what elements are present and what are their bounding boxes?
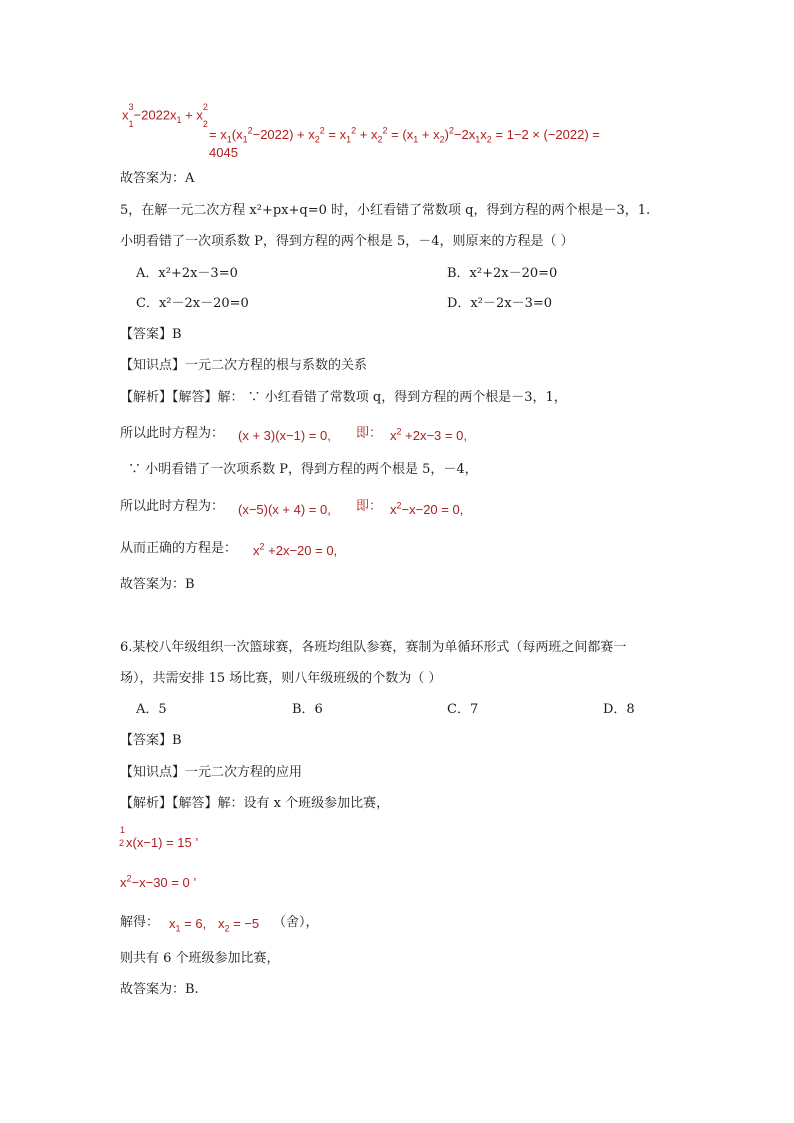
q6-equation-2: $x^2-x-30 = 0$ ’ bbox=[120, 873, 197, 890]
q5-eq3-correct: $x^2 +2x-20 = 0$, bbox=[253, 541, 338, 558]
q6-stem-line1: 6.某校八年级组织一次篮球赛，各班均组队参赛，赛制为单循环形式（每两班之间都赛一 bbox=[120, 640, 627, 655]
q5-analysis: 【解析】【解答】解： ∵ 小红看错了常数项 q，得到方程的两个根是－3，1， bbox=[120, 390, 567, 405]
q5-option-d: D．x²－2x－3=0 bbox=[447, 296, 553, 311]
q6-conclusion: 则共有 6 个班级参加比赛， bbox=[120, 951, 280, 966]
q6-option-b: B．6 bbox=[292, 702, 323, 717]
q5-final-answer: 故答案为：B bbox=[120, 577, 195, 592]
q6-answer: 【答案】B bbox=[120, 733, 182, 748]
q5-option-c: C．x²－2x－20=0 bbox=[136, 296, 249, 311]
q5-stem-line2: 小明看错了一次项系数 P，得到方程的两个根是 5，－4，则原来的方程是（ ） bbox=[120, 234, 574, 249]
q6-fraction-denominator: 2 bbox=[119, 838, 125, 848]
q5-eq2-expanded: $x^2-x-20 = 0$, bbox=[390, 500, 464, 517]
q6-fraction-numerator: 1 bbox=[120, 825, 126, 835]
q5-eq1-factored: (x + 3)(x−1) = 0, bbox=[238, 428, 331, 443]
q6-stem-line2: 场），共需安排 15 场比赛，则八年级班级的个数为（ ） bbox=[120, 671, 442, 686]
q5-eq1-expanded: $x^2 +2x-3 = 0$, bbox=[390, 426, 467, 443]
q5-option-b: B．x²+2x－20=0 bbox=[447, 266, 558, 281]
q6-solution-note: （舍）， bbox=[273, 915, 319, 930]
q5-eq2-ji: 即： bbox=[356, 498, 383, 513]
q6-option-d: D．8 bbox=[603, 702, 635, 717]
q5-eq2-label: 所以此时方程为： bbox=[120, 499, 225, 514]
q6-equation-1: x(x−1) = 15 ’ bbox=[126, 835, 199, 850]
q6-knowledge: 【知识点】一元二次方程的应用 bbox=[120, 765, 303, 780]
q5-option-a: A．x²+2x－3=0 bbox=[136, 266, 238, 281]
q5-eq3-label: 从而正确的方程是： bbox=[120, 541, 238, 556]
q6-analysis: 【解析】【解答】解：设有 x 个班级参加比赛， bbox=[120, 796, 390, 811]
q5-eq2-factored: (x−5)(x + 4) = 0, bbox=[238, 502, 331, 517]
q5-eq1-label: 所以此时方程为： bbox=[120, 426, 225, 441]
q5-knowledge: 【知识点】一元二次方程的根与系数的关系 bbox=[120, 358, 368, 373]
q5-stem-line1: 5，在解一元二次方程 x²+px+q=0 时，小红看错了常数项 q，得到方程的两个根是－3，1. bbox=[120, 203, 651, 218]
q4-answer: 故答案为：A bbox=[120, 171, 195, 186]
q4-formula-line2: = $x_1(x_1^2-2022) + x_2^2 = x_1^2 + x_2^2 = (x_1 + x_2)^2-2x_1x_2 = 1-2 \times (-2022)$ = bbox=[209, 125, 600, 145]
q6-final-answer: 故答案为：B. bbox=[120, 982, 199, 997]
q5-answer: 【答案】B bbox=[120, 327, 182, 342]
q5-eq1-ji: 即： bbox=[356, 425, 383, 440]
q6-option-c: C．7 bbox=[447, 702, 479, 717]
q6-option-a: A．5 bbox=[136, 702, 167, 717]
q6-solution-x1: $x_1 = 6$, bbox=[169, 916, 207, 934]
q4-formula-line1: $x^3$ $_1-2022x_1 + x^2$ $_2$ bbox=[122, 102, 208, 129]
q6-solution-x2: $x_2 = -5$ bbox=[218, 916, 260, 934]
q5-because2: ∵ 小明看错了一次项系数 P，得到方程的两个根是 5，－4， bbox=[128, 462, 478, 477]
q6-solve-label: 解得： bbox=[120, 915, 160, 930]
q4-formula-line3: 4045 bbox=[209, 145, 238, 160]
